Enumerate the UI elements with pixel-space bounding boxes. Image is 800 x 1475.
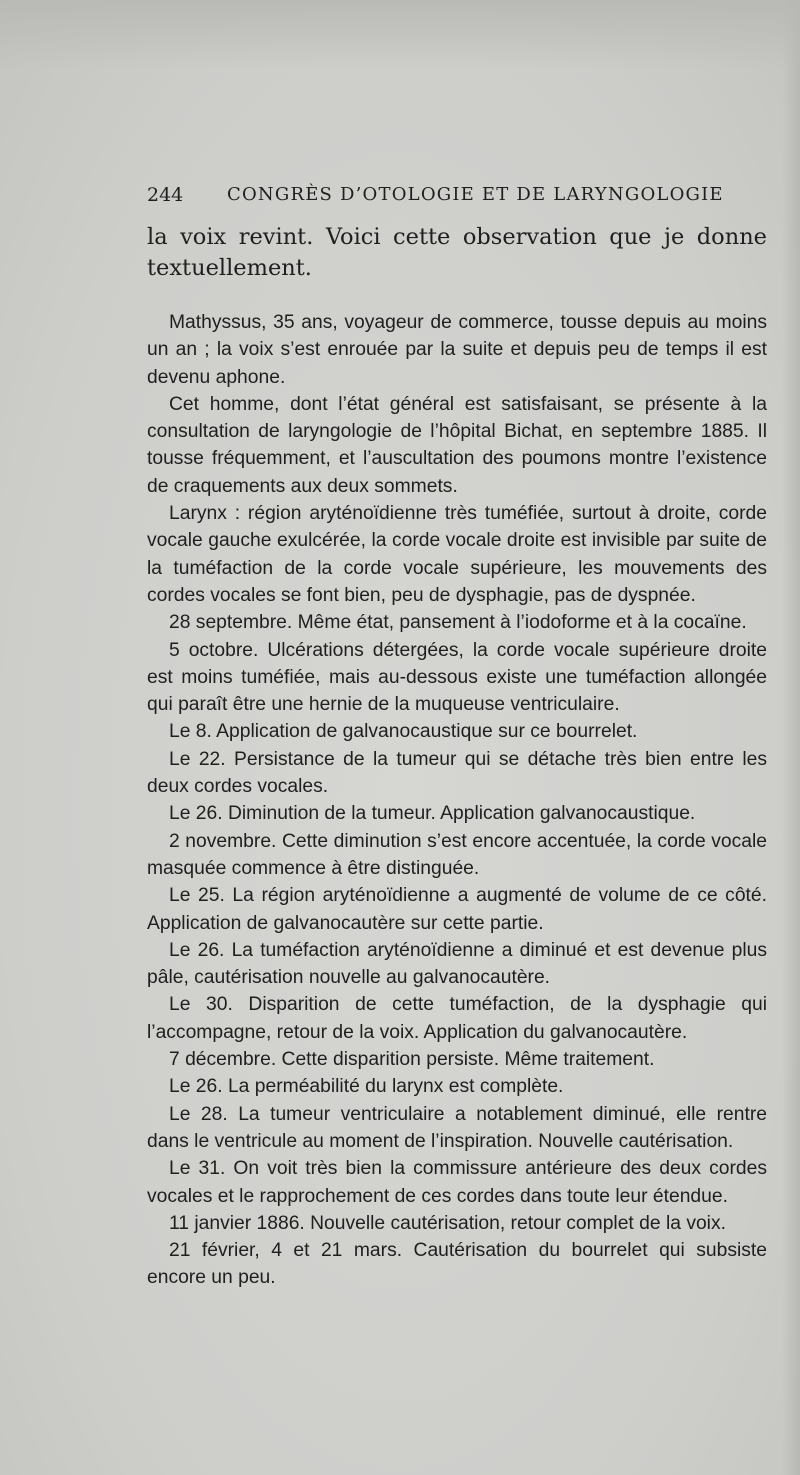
page-number: 244 [147, 184, 184, 206]
observation-paragraph: Cet homme, dont l’état général est satisfaisant, se présente à la consultation de laryngologie de l’hôpital Bichat, en septembre 1885. Il tousse fréquemment, et l’auscultation des poumons montre l’existence de craquements aux deux sommets. [147, 393, 767, 497]
running-header [147, 184, 747, 212]
observation-paragraph: Larynx : région aryténoïdienne très tuméfiée, surtout à droite, corde vocale gauche exulcérée, la corde vocale droite est invisible par suite de la tuméfaction de la corde vocale supérieure, les mouvements des cordes vocales se font bien, peu de dysphagie, pas de dyspnée. [147, 503, 767, 606]
observation-paragraph: Le 22. Persistance de la tumeur qui se détache très bien entre les deux cordes vocales. [147, 748, 767, 798]
observation-paragraph: 7 décembre. Cette disparition persiste. Même traitement. [169, 1049, 655, 1071]
observation-paragraph: Le 26. La tuméfaction aryténoïdienne a diminué et est devenue plus pâle, cautérisation nouvelle au galvanocautère. [147, 939, 767, 989]
intro-paragraph: la voix revint. Voici cette observation que je donne textuellement. [147, 224, 767, 281]
running-title: CONGRÈS D’OTOLOGIE ET DE LARYNGOLOGIE [227, 184, 724, 205]
observation-paragraph: 21 février, 4 et 21 mars. Cautérisation du bourrelet qui subsiste encore un peu. [147, 1240, 767, 1289]
observation-paragraph: 5 octobre. Ulcérations détergées, la corde vocale supérieure droite est moins tuméfiée, mais au-dessous existe une tuméfaction allongée qui paraît être une hernie de la muqueuse ventriculaire. [147, 639, 767, 716]
observation-text [147, 309, 767, 1292]
observation-paragraph: Mathyssus, 35 ans, voyageur de commerce, tousse depuis au moins un an ; la voix s’est enrouée par la suite et depuis peu de temps il est devenu aphone. [147, 312, 767, 388]
observation-paragraph: 11 janvier 1886. Nouvelle cautérisation, retour complet de la voix. [169, 1212, 726, 1234]
page-top-shadow [0, 0, 800, 70]
observation-paragraph: Le 30. Disparition de cette tuméfaction, de la dysphagie qui l’accompagne, retour de la voix. Application du galvanocautère. [147, 994, 767, 1043]
observation-paragraph: Le 25. La région aryténoïdienne a augmenté de volume de ce côté. Application de galvanocautère sur cette partie. [147, 885, 767, 934]
observation-paragraph: Le 31. On voit très bien la commissure antérieure des deux cordes vocales et le rapprochement de ces cordes dans toute leur étendue. [147, 1158, 767, 1207]
observation-paragraph: Le 28. La tumeur ventriculaire a notablement diminué, elle rentre dans le ventricule au moment de l’inspiration. Nouvelle cautérisation. [147, 1103, 767, 1152]
observation-paragraph: Le 26. Diminution de la tumeur. Application galvanocaustique. [169, 803, 696, 825]
observation-paragraph: Le 26. La perméabilité du larynx est complète. [169, 1076, 564, 1098]
observation-paragraph: Le 8. Application de galvanocaustique sur ce bourrelet. [169, 721, 638, 743]
page-right-shadow [782, 0, 800, 1475]
observation-paragraph: 28 septembre. Même état, pansement à l’iodoforme et à la cocaïne. [169, 612, 747, 634]
observation-paragraph: 2 novembre. Cette diminution s’est encore accentuée, la corde vocale masquée commence à être distinguée. [147, 830, 767, 879]
